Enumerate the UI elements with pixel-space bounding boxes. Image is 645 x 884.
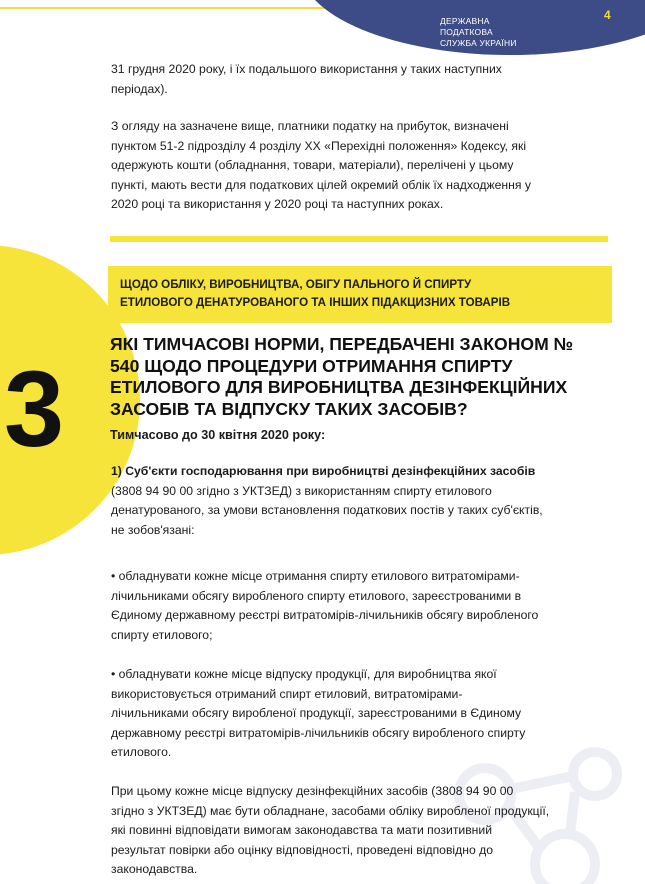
text-line: лічильниками обсягу виробленого спирту етилового, зареєстрованими в	[111, 588, 522, 603]
question-line: ЗАСОБІВ ТА ВІДПУСКУ ТАКИХ ЗАСОБІВ?	[110, 398, 468, 419]
agency-name	[440, 16, 570, 49]
text-line: 31 грудня 2020 року, і їх подальшого використання у таких наступних	[111, 62, 502, 76]
text-line: Єдиному державному реєстрі витратомірів-лічильників обсягу виробленого	[111, 608, 539, 623]
section-banner	[108, 266, 612, 323]
page-number: 4	[604, 8, 611, 22]
text-line: 2020 році та використання у 2020 році та наступних роках.	[111, 197, 444, 212]
text-line: не зобов'язані:	[111, 522, 195, 537]
agency-name-line: ДЕРЖАВНА	[440, 16, 490, 26]
text-line: спирту етилового;	[111, 627, 213, 642]
text-line: При цьому кожне місце відпуску дезінфекційних засобів (3808 94 90 00	[111, 784, 514, 798]
question-line: ЯКІ ТИМЧАСОВІ НОРМИ, ПЕРЕДБАЧЕНІ ЗАКОНОМ №	[110, 334, 574, 354]
text-line: пунктом 51-2 підрозділу 4 розділу ХХ «Перехідні положення» Кодексу, які	[111, 138, 527, 153]
intro-paragraph-1	[111, 60, 619, 99]
term-note: Тимчасово до 30 квітня 2020 року:	[110, 428, 326, 442]
text-line: згідно з УКТЗЕД) має бути обладнане, засобами обліку виробленої продукції,	[111, 803, 550, 818]
text-line: денатурованого, за умови встановлення податкових постів у таких суб'єктів,	[111, 503, 543, 518]
section-banner-line: ЕТИЛОВОГО ДЕНАТУРОВАНОГО ТА ІНШИХ ПІДАКЦИЗНИХ ТОВАРІВ	[120, 296, 511, 309]
text-line: державному реєстрі витратомірів-лічильників обсягу виробленого спирту	[111, 725, 526, 740]
question-heading	[110, 334, 620, 420]
agency-name-line: ПОДАТКОВА	[440, 27, 493, 37]
text-line: 1) Суб'єкти господарювання при виробництві дезінфекційних засобів	[111, 464, 536, 478]
agency-name-line: СЛУЖБА УКРАЇНИ	[440, 38, 517, 48]
question-line: ЕТИЛОВОГО ДЛЯ ВИРОБНИЦТВА ДЕЗІНФЕКЦІЙНИХ	[110, 377, 568, 397]
text-line: (3808 94 90 00 згідно з УКТЗЕД) з використанням спирту етилового	[111, 483, 492, 498]
section-banner-line: ЩОДО ОБЛІКУ, ВИРОБНИЦТВА, ОБІГУ ПАЛЬНОГО Й СПИРТУ	[120, 278, 472, 291]
text-line: одержують кошти (обладнання, товари, матеріали), перелічені у цьому	[111, 158, 514, 173]
bullet-item-2	[111, 665, 619, 763]
section-number: 3	[4, 348, 65, 469]
text-line: пункті, мають вести для податкових цілей окремий облік їх надходження у	[111, 177, 531, 192]
text-line: які повинні відповідати вимогам законодавства та мати позитивний	[111, 823, 493, 838]
section-divider	[110, 236, 608, 242]
text-line: використовується отриманий спирт етиловий, витратомірами-	[111, 686, 463, 701]
text-line: законодавства.	[111, 862, 198, 877]
answer-item-1	[111, 462, 619, 540]
text-line: • обладнувати кожне місце отримання спирту етилового витратомірами-	[111, 569, 520, 583]
text-line: лічильниками обсягу виробленої продукції, зареєстрованими в Єдиному	[111, 706, 522, 721]
question-line: 540 ЩОДО ПРОЦЕДУРИ ОТРИМАННЯ СПИРТУ	[110, 355, 513, 376]
text-line: З огляду на зазначене вище, платники податку на прибуток, визначені	[111, 119, 509, 133]
text-line: • обладнувати кожне місце відпуску продукції, для виробництва якої	[111, 667, 497, 681]
text-line: етилового.	[111, 745, 172, 760]
bullet-item-1	[111, 567, 619, 645]
text-line: результат повірки або оцінку відповідності, проведені відповідно до	[111, 842, 494, 857]
intro-paragraph-2	[111, 117, 619, 215]
text-line: періодах).	[111, 81, 168, 96]
closing-paragraph	[111, 782, 619, 880]
